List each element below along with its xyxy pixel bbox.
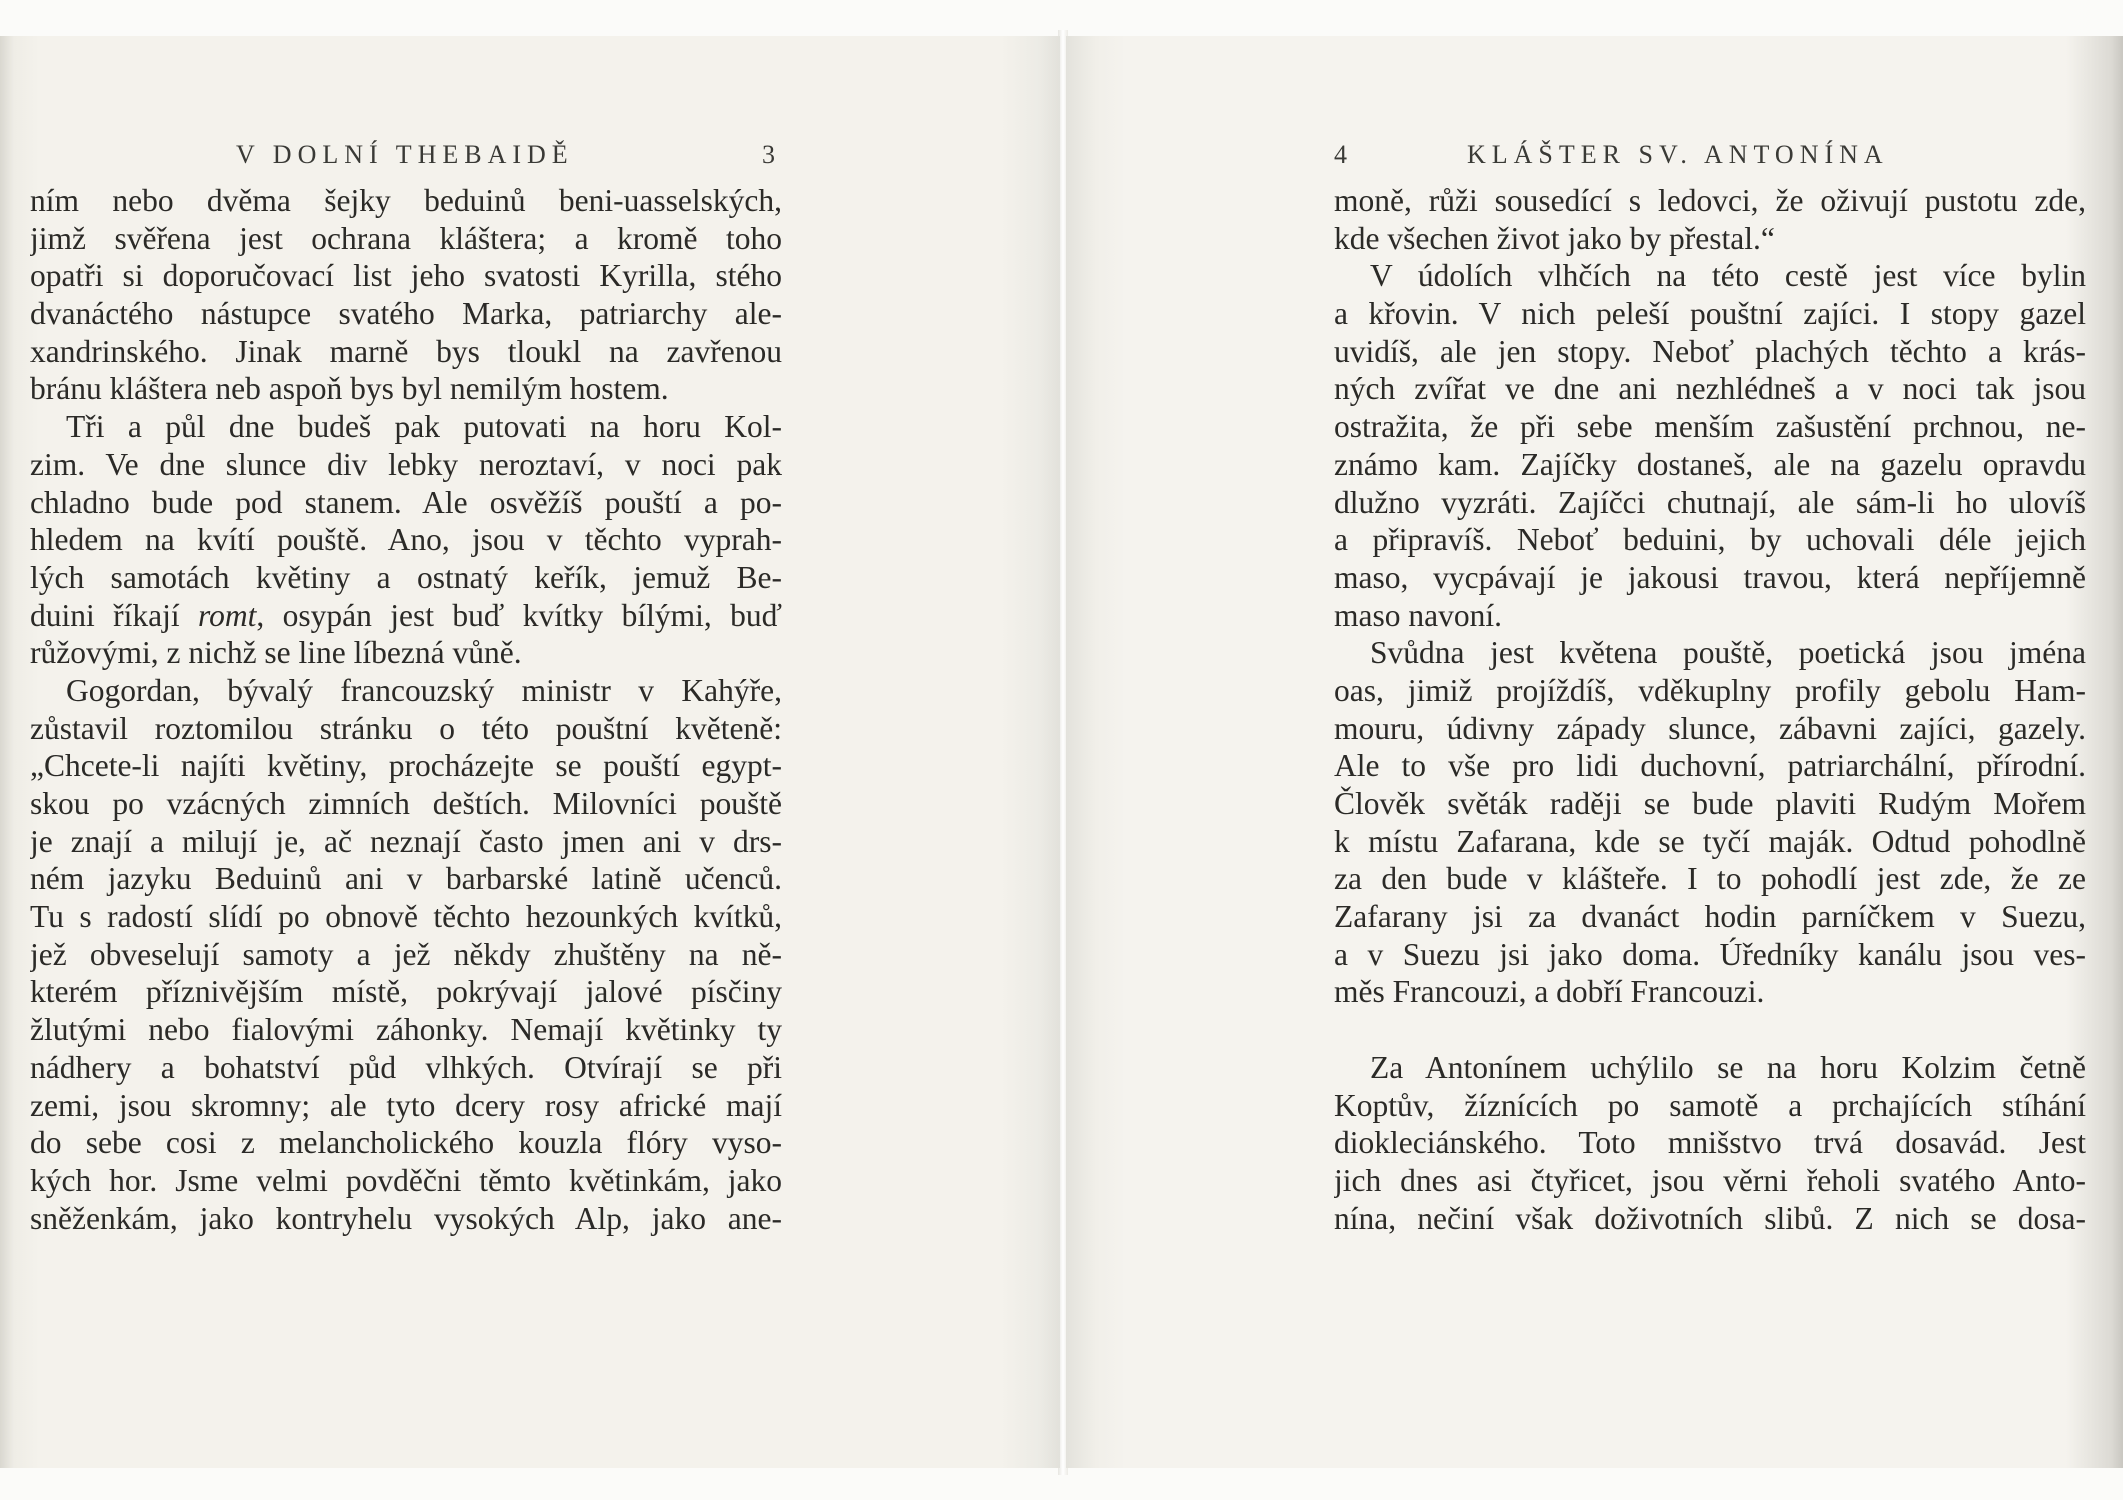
text-line: skou po vzácných zimních deštích. Milovníci pouště bbox=[30, 786, 782, 821]
text-line: V údolích vlhčích na této cestě jest více bylin bbox=[1370, 258, 2086, 294]
text-line: xandrinského. Jinak marně bys tloukl na zavřenou bbox=[30, 333, 782, 369]
running-head: KLÁŠTER SV. ANTONÍNA bbox=[1467, 140, 1889, 169]
text-line: nína, nečiní však doživotních slibů. Z nich se dosa- bbox=[1334, 1200, 2086, 1236]
text-line: za den bude v klášteře. I to pohodlí jest zde, že ze bbox=[1334, 861, 2086, 897]
text-line: jež obveselují samoty a jež někdy zhuštěny na ně- bbox=[30, 936, 782, 972]
text-line: Gogordan, bývalý francouzský ministr v Kahýře, bbox=[66, 672, 782, 708]
text-line: dlužno vyzráti. Zajíčci chutnají, ale sám-li ho ulovíš bbox=[1334, 484, 2086, 520]
text-line: ním nebo dvěma šejky beduinů beni-uasselských, bbox=[30, 183, 782, 218]
text-line: kých hor. Jsme velmi povděčni těmto květinkám, jako bbox=[30, 1162, 782, 1198]
text-line: Člověk světák raději se bude plaviti Rudým Mořem bbox=[1334, 786, 2086, 821]
text-line: sněženkám, jako kontryhelu vysokých Alp, jako ane- bbox=[30, 1200, 782, 1236]
text-line: bránu kláštera neb aspoň bys byl nemilým hostem. bbox=[30, 371, 669, 407]
text-line: Svůdna jest květena pouště, poetická jsou jména bbox=[1370, 635, 2086, 671]
text-line: uvidíš, ale jen stopy. Neboť plachých těchto a krás- bbox=[1334, 333, 2086, 369]
left-page bbox=[0, 36, 1060, 1468]
text-line: žlutými nebo fialovými záhonky. Nemají květinky ty bbox=[30, 1012, 782, 1048]
text-line: dvanáctého nástupce svatého Marka, patriarchy ale- bbox=[30, 296, 782, 332]
text-line: mouru, údivny západy slunce, zábavni zajíci, gazely. bbox=[1334, 710, 2086, 746]
text-line: Koptův, žíznících po samotě a prchajících stíhání bbox=[1334, 1087, 2086, 1123]
text-line: maso navoní. bbox=[1334, 597, 1502, 633]
text-line: diokleciánského. Toto mnišstvo trvá dosavád. Jest bbox=[1334, 1125, 2086, 1161]
right-page-text bbox=[1334, 182, 2086, 1237]
running-head: V DOLNÍ THEBAIDĚ bbox=[236, 140, 574, 169]
text-line: chladno bude pod stanem. Ale osvěžíš pouští a po- bbox=[30, 484, 782, 520]
text-line: do sebe cosi z melancholického kouzla flóry vyso- bbox=[30, 1125, 782, 1161]
text-line: zůstavil roztomilou stránku o této pouštní květeně: bbox=[30, 710, 782, 746]
text-line: ných zvířat ve dne ani nezhlédneš a v noci tak jsou bbox=[1334, 371, 2086, 407]
text-line: „Chcete-li najíti květiny, procházejte se pouští egypt- bbox=[30, 748, 782, 784]
text-line: růžovými, z nichž se line líbezná vůně. bbox=[30, 635, 522, 671]
text-line: duini říkají romt, osypán jest buď kvítky bílými, buď bbox=[30, 597, 782, 633]
text-line: Zafarany jsi za dvanáct hodin parníčkem v Suezu, bbox=[1334, 899, 2086, 935]
text-line: a připravíš. Neboť beduini, by uchovali déle jejich bbox=[1334, 522, 2086, 558]
text-line: zemi, jsou skromny; ale tyto dcery rosy africké mají bbox=[30, 1087, 782, 1123]
text-line: maso, vycpávají je jakousi travou, která nepříjemně bbox=[1334, 559, 2086, 595]
text-line: k místu Zafarana, kde se tyčí maják. Odtud pohodlně bbox=[1334, 823, 2086, 859]
text-line: Ale to vše pro lidi duchovní, patriarchální, přírodní. bbox=[1334, 748, 2086, 784]
text-line: měs Francouzi, a dobří Francouzi. bbox=[1334, 974, 1765, 1010]
text-line: Tři a půl dne budeš pak putovati na horu Kol- bbox=[66, 409, 782, 445]
text-line bbox=[1334, 1011, 2086, 1049]
text-line: Tu s radostí slídí po obnově těchto hezounkých kvítků, bbox=[30, 899, 782, 935]
right-page bbox=[1066, 36, 2123, 1468]
left-page-text bbox=[30, 182, 782, 1237]
text-line: hledem na kvítí pouště. Ano, jsou v těchto vyprah- bbox=[30, 522, 782, 558]
text-line: známo kam. Zajíčky dostaneš, ale na gazelu opravdu bbox=[1334, 446, 2086, 482]
text-line: zim. Ve dne slunce div lebky neroztaví, v noci pak bbox=[30, 446, 782, 482]
text-line: ném jazyku Beduinů ani v barbarské latině učenců. bbox=[30, 861, 782, 897]
text-line: nádhery a bohatství půd vlhkých. Otvírají se při bbox=[30, 1049, 782, 1085]
page-number: 4 bbox=[1334, 140, 1347, 169]
text-line: Za Antonínem uchýlilo se na horu Kolzim četně bbox=[1370, 1049, 2086, 1085]
text-line: a v Suezu jsi jako doma. Úředníky kanálu jsou ves- bbox=[1334, 936, 2086, 972]
page-number: 3 bbox=[762, 140, 775, 169]
text-line: jimž svěřena jest ochrana kláštera; a kromě toho bbox=[30, 220, 782, 256]
text-line: a křovin. V nich peleší pouštní zajíci. I stopy gazel bbox=[1334, 296, 2086, 332]
text-line: jich dnes asi čtyřicet, jsou věrni řeholi svatého Anto- bbox=[1334, 1162, 2086, 1198]
text-line: oas, jimiž projíždíš, vděkuplny profily gebolu Ham- bbox=[1334, 672, 2086, 708]
text-line: opatři si doporučovací list jeho svatosti Kyrilla, stého bbox=[30, 258, 782, 294]
text-line: lých samotách květiny a ostnatý keřík, jemuž Be- bbox=[30, 559, 782, 595]
text-line: ostražita, že při sebe menším zašustění prchnou, ne- bbox=[1334, 409, 2086, 445]
text-line: kterém příznivějším místě, pokrývají jalové písčiny bbox=[30, 974, 782, 1010]
text-line: moně, růži sousedící s ledovci, že oživují pustotu zde, bbox=[1334, 183, 2086, 218]
text-line: kde všechen život jako by přestal.“ bbox=[1334, 220, 1775, 256]
text-line: je znají a milují je, ač neznají často jmen ani v drs- bbox=[30, 823, 782, 859]
